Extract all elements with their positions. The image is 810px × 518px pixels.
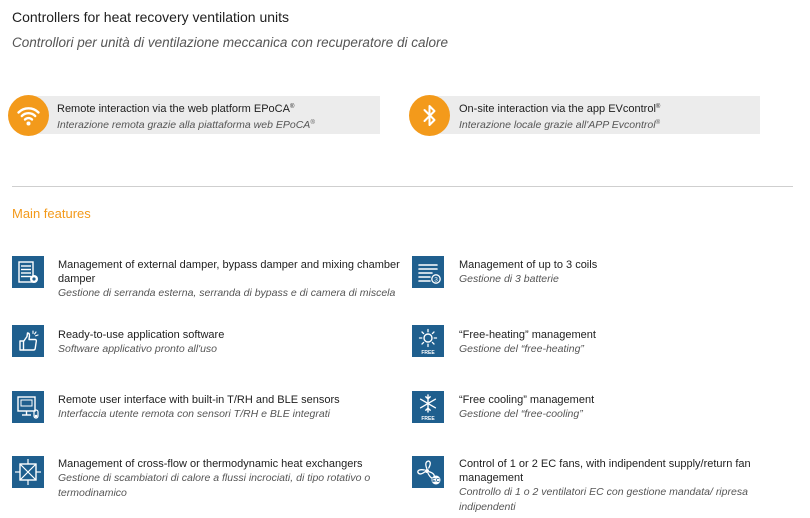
feature-title: “Free cooling” management bbox=[459, 394, 595, 406]
free-badge-label: FREE bbox=[421, 350, 435, 356]
ec-fan-icon bbox=[412, 456, 444, 488]
feature-item bbox=[58, 393, 403, 422]
web-interaction-subtitle: Interazione remota grazie alla piattaforma web EPoCA® bbox=[57, 119, 315, 131]
feature-subtitle: Gestione del “free-heating” bbox=[459, 343, 584, 355]
feature-item bbox=[459, 393, 804, 422]
feature-item bbox=[58, 328, 403, 357]
web-interaction-text bbox=[57, 101, 315, 132]
svg-text:3: 3 bbox=[434, 276, 438, 284]
thumbs-up-icon bbox=[12, 325, 44, 357]
feature-subtitle: Interfaccia utente remota con sensori T/RH e BLE integrati bbox=[58, 408, 330, 420]
page-subtitle: Controllori per unità di ventilazione meccanica con recuperatore di calore bbox=[12, 35, 448, 50]
damper-icon bbox=[12, 256, 44, 288]
heat-exchanger-icon bbox=[12, 456, 44, 488]
page-title: Controllers for heat recovery ventilation units bbox=[12, 9, 290, 25]
svg-text:EC: EC bbox=[432, 478, 440, 485]
app-interaction-subtitle: Interazione locale grazie all'APP Evcontrol® bbox=[459, 119, 660, 131]
free-cooling-icon bbox=[412, 391, 444, 423]
wifi-icon bbox=[8, 95, 49, 136]
section-title-main-features: Main features bbox=[12, 206, 91, 221]
feature-subtitle: Gestione del “free-cooling” bbox=[459, 408, 583, 420]
feature-title: Remote user interface with built-in T/RH and BLE sensors bbox=[58, 394, 340, 406]
feature-title: “Free-heating” management bbox=[459, 329, 596, 341]
feature-title: Control of 1 or 2 EC fans, with indipendent supply/return fan management bbox=[459, 458, 751, 484]
feature-subtitle: Gestione di scambiatori di calore a flussi incrociati, di tipo rotativo o termodinamico bbox=[58, 472, 371, 499]
feature-subtitle: Controllo di 1 o 2 ventilatori EC con gestione mandata/ ripresa indipendenti bbox=[459, 486, 748, 513]
feature-title: Management of up to 3 coils bbox=[459, 259, 598, 271]
section-divider bbox=[12, 186, 793, 187]
feature-item bbox=[58, 258, 403, 301]
remote-interface-icon bbox=[12, 391, 44, 423]
feature-item bbox=[58, 457, 403, 500]
feature-item bbox=[459, 457, 804, 514]
feature-item bbox=[459, 258, 804, 287]
free-heating-icon bbox=[412, 325, 444, 357]
feature-title: Management of cross-flow or thermodynamic heat exchangers bbox=[58, 458, 363, 470]
bluetooth-icon bbox=[409, 95, 450, 136]
free-badge-label: FREE bbox=[421, 416, 435, 422]
feature-subtitle: Gestione di serranda esterna, serranda di bypass e di camera di miscela bbox=[58, 287, 396, 299]
app-interaction-title: On-site interaction via the app EVcontrol® bbox=[459, 103, 661, 115]
app-interaction-text bbox=[459, 101, 660, 132]
feature-subtitle: Gestione di 3 batterie bbox=[459, 273, 559, 285]
feature-subtitle: Software applicativo pronto all'uso bbox=[58, 343, 218, 355]
web-interaction-title: Remote interaction via the web platform EPoCA® bbox=[57, 103, 295, 115]
feature-title: Management of external damper, bypass damper and mixing chamber damper bbox=[58, 259, 400, 285]
feature-item bbox=[459, 328, 804, 357]
coils-icon bbox=[412, 256, 444, 288]
feature-title: Ready-to-use application software bbox=[58, 329, 225, 341]
